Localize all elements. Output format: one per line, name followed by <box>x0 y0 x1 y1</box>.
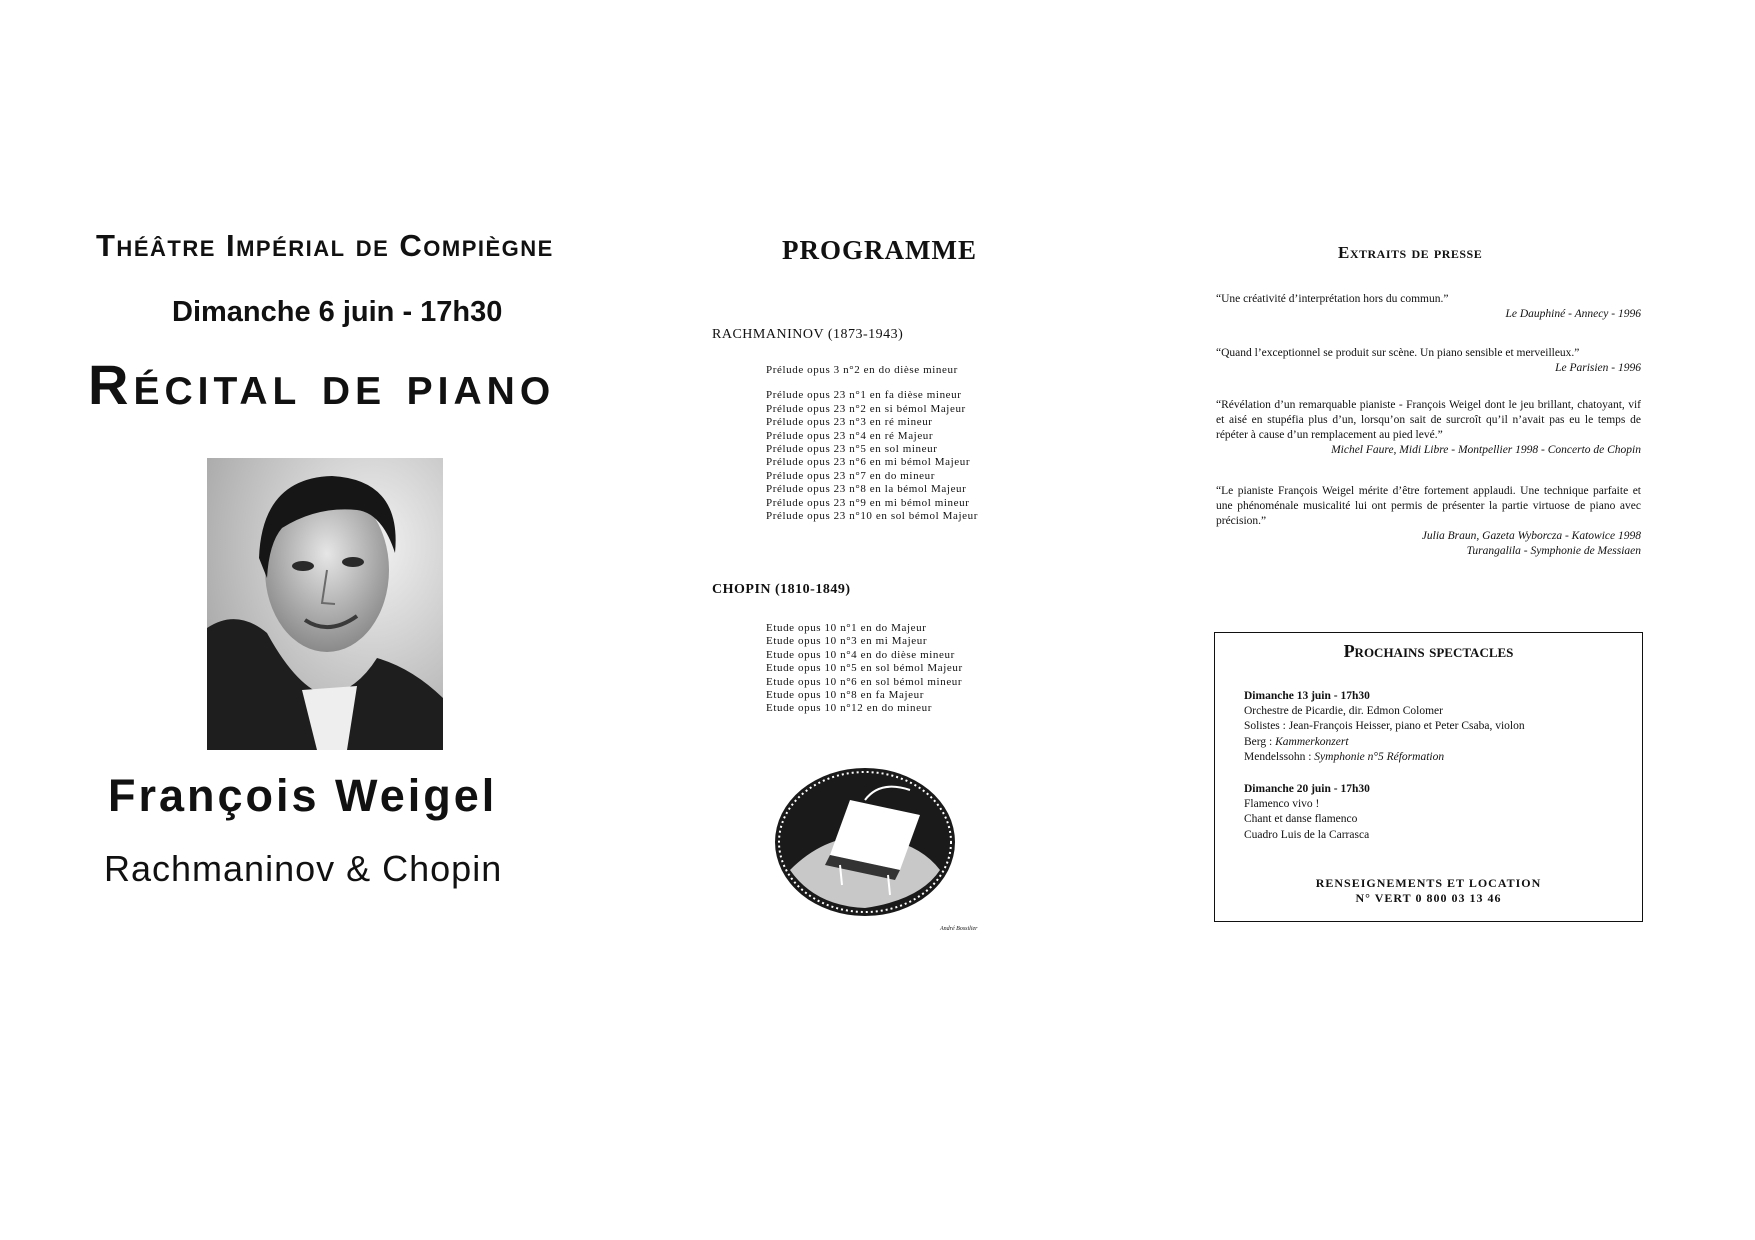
programme-piece: Etude opus 10 n°5 en sol bémol Majeur <box>766 662 963 675</box>
booking-title: RENSEIGNEMENTS ET LOCATION <box>1315 876 1542 890</box>
press-quote <box>1216 484 1641 559</box>
booking-phone: N° VERT 0 800 03 13 46 <box>1355 891 1502 905</box>
programme-piece: Prélude opus 23 n°4 en ré Majeur <box>766 429 934 442</box>
artist-photo <box>207 458 443 750</box>
upcoming-show <box>1244 689 1525 765</box>
upcoming-show <box>1244 782 1370 843</box>
show-line: Cuadro Luis de la Carrasca <box>1244 828 1370 841</box>
programme-piece: Prélude opus 23 n°6 en mi bémol Majeur <box>766 456 971 469</box>
composers-subtitle: Rachmaninov & Chopin <box>104 848 503 889</box>
programme-piece: Prélude opus 23 n°10 en sol bémol Majeur <box>766 510 979 523</box>
quote-text: “Révélation d’un remarquable pianiste - François Weigel dont le jeu brillant, chatoyant, vif et aisé en stupéfia plus d’un, lorsqu’on sait de surcroît qu’il n’avait pas eu le temps de répéter à cause d’un remplacement au pied levé.” <box>1216 399 1641 441</box>
show-line <box>1244 735 1525 750</box>
show-line: Orchestre de Picardie, dir. Edmon Colomer <box>1244 705 1443 718</box>
venue-name: Théâtre Impérial de Compiègne <box>96 228 554 263</box>
concert-title: Récital de piano <box>88 353 556 416</box>
quote-source: Le Parisien - 1996 <box>1555 362 1641 374</box>
programme-piece: Etude opus 10 n°4 en do dièse mineur <box>766 648 955 661</box>
programme-piece: Etude opus 10 n°1 en do Majeur <box>766 622 927 634</box>
programme-title: PROGRAMME <box>782 235 977 265</box>
piano-emblem <box>770 760 978 935</box>
upcoming-shows-box <box>1214 632 1643 922</box>
composer-name: CHOPIN <box>712 582 771 597</box>
cover-panel <box>0 0 660 1240</box>
composer-heading-rachmaninov <box>712 327 903 343</box>
artist-name: François Weigel <box>108 770 498 821</box>
show-line: Solistes : Jean-François Heisser, piano et Peter Csaba, violon <box>1244 720 1525 733</box>
quote-text: “Le pianiste François Weigel mérite d’être fortement applaudi. Une technique parfaite et une phénoménale musicalité lui ont permis de présenter la partie virtuose de piano avec précision.” <box>1216 485 1641 527</box>
programme-panel <box>680 0 1240 1240</box>
composer-dates: (1873-1943) <box>827 327 904 342</box>
show-line: Flamenco vivo ! <box>1244 798 1320 811</box>
programme-piece: Prélude opus 23 n°3 en ré mineur <box>766 416 933 429</box>
programme-piece: Prélude opus 3 n°2 en do dièse mineur <box>766 364 958 376</box>
upcoming-title: Prochains spectacles <box>1343 641 1514 661</box>
programme-piece: Etude opus 10 n°8 en fa Majeur <box>766 689 925 702</box>
composer-dates: (1810-1849) <box>775 582 851 597</box>
programme-piece: Prélude opus 23 n°7 en do mineur <box>766 469 936 482</box>
show-date: Dimanche 20 juin - 17h30 <box>1244 783 1370 795</box>
booking-info <box>1215 876 1642 906</box>
programme-piece: Etude opus 10 n°6 en sol bémol mineur <box>766 675 963 688</box>
composer-name: RACHMANINOV <box>712 327 824 342</box>
show-work: Symphonie n°5 Réformation <box>1314 750 1445 763</box>
programme-piece: Etude opus 10 n°3 en mi Majeur <box>766 635 928 648</box>
programme-piece: Prélude opus 23 n°8 en la bémol Majeur <box>766 483 967 496</box>
press-quote <box>1216 292 1641 322</box>
programme-piece: Prélude opus 23 n°2 en si bémol Majeur <box>766 402 966 415</box>
show-line: Chant et danse flamenco <box>1244 813 1358 826</box>
quote-text: “Une créativité d’interprétation hors du commun.” <box>1216 293 1449 305</box>
show-line-prefix: Berg : <box>1244 735 1276 748</box>
press-title: Extraits de presse <box>1338 243 1483 262</box>
show-work: Kammerkonzert <box>1275 735 1349 748</box>
show-line-prefix: Mendelssohn : <box>1244 750 1315 763</box>
emblem-signature: André Bossilier <box>940 926 978 932</box>
quote-source-work: Turangalila - Symphonie de Messiaen <box>1466 545 1641 557</box>
show-line <box>1244 750 1525 765</box>
chopin-piece-list <box>766 622 963 716</box>
programme-piece: Prélude opus 23 n°9 en mi bémol mineur <box>766 496 970 509</box>
programme-piece: Prélude opus 23 n°5 en sol mineur <box>766 443 938 456</box>
concert-date: Dimanche 6 juin - 17h30 <box>172 296 503 328</box>
quote-source: Le Dauphiné - Annecy - 1996 <box>1505 308 1641 320</box>
press-quote <box>1216 346 1641 376</box>
press-quote <box>1216 398 1641 458</box>
show-date: Dimanche 13 juin - 17h30 <box>1244 690 1370 702</box>
press-panel <box>1200 0 1680 1240</box>
programme-piece: Etude opus 10 n°12 en do mineur <box>766 702 932 715</box>
composer-heading-chopin <box>712 582 851 598</box>
rachmaninov-piece-list <box>766 364 978 523</box>
quote-source: Michel Faure, Midi Libre - Montpellier 1998 - Concerto de Chopin <box>1331 444 1641 456</box>
quote-text: “Quand l’exceptionnel se produit sur scène. Un piano sensible et merveilleux.” <box>1216 347 1580 359</box>
quote-source: Julia Braun, Gazeta Wyborcza - Katowice 1998 <box>1421 530 1641 542</box>
programme-piece: Prélude opus 23 n°1 en fa dièse mineur <box>766 389 962 402</box>
